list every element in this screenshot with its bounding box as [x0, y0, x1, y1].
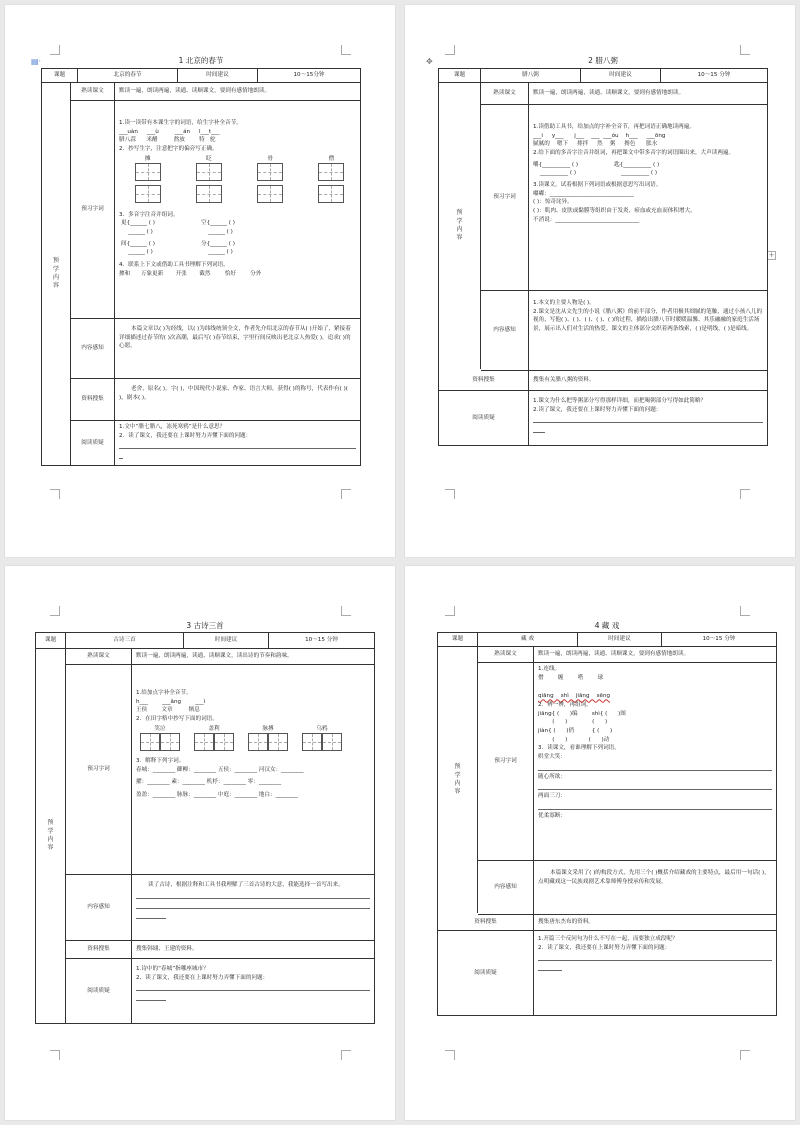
- read-label: 熟读课文: [481, 83, 529, 104]
- add-row-icon[interactable]: +: [768, 251, 775, 259]
- document-icon[interactable]: ▤·: [31, 57, 42, 66]
- read-row: [481, 83, 767, 105]
- words-q3-a: 春城：________ 御柳：________ 五侯：________ 河汉女：________: [136, 766, 304, 773]
- page-title: 1 北京的春节: [178, 56, 224, 65]
- corner-mark: [445, 45, 455, 55]
- corner-mark: [740, 45, 750, 55]
- words-q3: 3．解释下列字词。: [136, 757, 185, 764]
- words-q2: 2．辨一辨，再组词。: [538, 701, 592, 708]
- writing-grid[interactable]: [196, 185, 222, 203]
- writing-grid[interactable]: [196, 163, 222, 181]
- question-1: 1.开篇三个反问句为什么不写在一起，而要独立成段呢？: [538, 936, 678, 942]
- writing-grid-row: [140, 725, 370, 755]
- section-label-cell: [42, 83, 71, 465]
- answer-line[interactable]: [533, 425, 545, 433]
- question-row: [66, 959, 374, 1023]
- polyphone-item: 空{______ ( ) ______ ( ): [201, 220, 235, 235]
- question-2: 2.读了课文，我还要在上课时努力弄懂下面的问题：: [533, 406, 662, 413]
- words-q3: 3.读课文，试着根据下列词语或根据意思写出词语。: [533, 181, 662, 188]
- lesson-table: [41, 68, 361, 466]
- words-q3-b: 擢：________ 素：________ 机杼：________ 零：________: [136, 779, 282, 786]
- section-label: 预学内容: [454, 763, 461, 796]
- writing-grid-row: [123, 155, 356, 207]
- words-q3-c: ( )：肌肉、皮肤或黏膜等组织由于发炎、瘀血或充血而体积增大。: [533, 207, 696, 214]
- polyphone-grid: [121, 219, 281, 257]
- content-row: [481, 291, 767, 371]
- question-2: 2．读了课文，我还要在上课时努力弄懂下面的问题：: [119, 432, 252, 439]
- section-label-cell: [439, 83, 481, 369]
- time-label: 时间建议: [578, 633, 662, 646]
- words-q2-c: jiàn{ ( )俏 { ( ): [538, 727, 613, 734]
- answer-line[interactable]: [538, 953, 772, 961]
- writing-grid[interactable]: [194, 733, 214, 751]
- words-row: [478, 663, 776, 861]
- corner-mark: [50, 606, 60, 616]
- words-q3-a: 哄堂大笑：: [538, 753, 566, 760]
- words-q2-b: ( ) ( ): [538, 719, 608, 726]
- words-q1-pinyin: qiāng shì jiāng sēng: [538, 693, 611, 700]
- question-label: 阅读质疑: [439, 391, 529, 445]
- question-row: [438, 931, 776, 1015]
- lesson-name: 腊八粥: [481, 69, 581, 82]
- writing-grid[interactable]: [268, 733, 288, 751]
- words-q2: 2．抄写生字，注意把字的偏旁写正确。: [119, 145, 218, 152]
- read-text: 默读一遍，朗读两遍，读通、读顺课文，要到有感情地朗读。: [533, 90, 685, 97]
- lesson-table: [437, 632, 777, 1016]
- lesson-name: 古诗三首: [66, 633, 184, 648]
- header-row: [438, 633, 776, 647]
- answer-line[interactable]: [538, 802, 772, 810]
- corner-mark: [50, 489, 60, 499]
- section-label-cell: [36, 649, 66, 1023]
- lesson-label: 课题: [42, 69, 78, 82]
- question-content: [529, 391, 767, 445]
- writing-grid[interactable]: [318, 163, 344, 181]
- content-text: 读了古诗，根据注释和工具书我理解了三首古诗的大意，我能选择一首写出来。: [148, 882, 344, 888]
- content-label: 内容感知: [481, 291, 529, 370]
- writing-grid[interactable]: [135, 185, 161, 203]
- writing-grid-item: 骨: [246, 155, 295, 207]
- header-row: [36, 633, 374, 649]
- corner-mark: [341, 606, 351, 616]
- answer-line[interactable]: [538, 782, 772, 790]
- material-label: 资料搜集: [71, 379, 115, 420]
- words-q3-c: 盈盈：________ 脉脉：________ 中庭：________ 地白：________: [136, 791, 298, 798]
- time-value: 10～15分钟: [293, 72, 325, 79]
- page-title: 3 古诗三首: [186, 621, 224, 630]
- writing-grid[interactable]: [160, 733, 180, 751]
- words-content: [132, 665, 374, 874]
- writing-grid-item: 笑泣: [140, 725, 180, 755]
- words-row: [481, 105, 767, 291]
- time-label: 时间建议: [178, 69, 258, 82]
- content-row: [71, 319, 360, 379]
- writing-grid[interactable]: [140, 733, 160, 751]
- material-row: [438, 915, 776, 931]
- move-handle-icon[interactable]: ✥: [426, 57, 433, 66]
- writing-grid-item: 眨: [184, 155, 233, 207]
- header-row: [439, 69, 767, 83]
- question-content: [534, 931, 776, 1015]
- words-q1-words: 腊八蒜 米醋 熬放 特 驼: [119, 137, 216, 144]
- read-row: [71, 83, 360, 101]
- lesson-label: 课题: [36, 633, 66, 648]
- lesson-table: [35, 632, 375, 1024]
- corner-mark: [341, 489, 351, 499]
- corner-mark: [445, 1050, 455, 1060]
- lesson-name: 藏 戏: [478, 633, 578, 646]
- page-2: [405, 5, 795, 557]
- content-label: 内容感知: [71, 319, 115, 378]
- writing-grid[interactable]: [318, 185, 344, 203]
- words-q2-a: jiāng{ ( )编 shì{ ( )图: [538, 710, 626, 717]
- polyphone-item: 匙{__________ ( ) __________ ( ): [614, 161, 660, 177]
- material-text: 搜集唐东杰布的资料。: [538, 919, 594, 926]
- corner-mark: [445, 606, 455, 616]
- writing-grid-item: 脉搏: [248, 725, 288, 755]
- writing-grid[interactable]: [257, 185, 283, 203]
- corner-mark: [50, 1050, 60, 1060]
- words-q1-words: 腻腻的 嗯下 排拌 然 粥 搀色 胀水: [533, 141, 658, 148]
- words-row: [71, 101, 360, 319]
- answer-line[interactable]: [538, 963, 562, 971]
- words-content: [534, 663, 776, 860]
- words-q1-words: 王侯 文章 牺息: [136, 707, 200, 714]
- question-2: 2．读了课文，我还要在上课时努力弄懂下面的问题：: [538, 944, 671, 951]
- lesson-label: 课题: [439, 69, 481, 82]
- writing-grid[interactable]: [214, 733, 234, 751]
- corner-mark: [740, 489, 750, 499]
- polyphone-item: 间{______ ( ) ______ ( ): [121, 240, 155, 256]
- words-q2-d: ( ) ( )动: [538, 736, 610, 743]
- answer-line[interactable]: [136, 911, 166, 919]
- content-text: 本篇文章以( )为经线，以( )为纬线统领全文，作者先介绍北京的春节从( )开始了，紧接着详细描述过春节的( )次高潮，最后写( )春节结束，字里行间反映出老北京人热爱( )，追求( )的心愿。: [119, 326, 351, 350]
- content-row: [478, 861, 776, 915]
- read-row: [478, 647, 776, 663]
- writing-grid[interactable]: [302, 733, 322, 751]
- content-area: [132, 875, 374, 940]
- words-label: 预习字词: [71, 101, 115, 318]
- answer-line[interactable]: [119, 451, 123, 459]
- read-text: 默读一遍，朗读两遍，读通、读顺课文，读出诗的节奏和韵味。: [136, 653, 293, 660]
- read-text: 默读一遍，朗读两遍，读通、读顺课文，要到有感情地朗读。: [538, 651, 690, 658]
- words-q2: 2．在田字格中抄写下面的词语。: [136, 715, 218, 722]
- corner-mark: [341, 1050, 351, 1060]
- material-row: [439, 371, 767, 391]
- words-row: [66, 665, 374, 875]
- words-q1-pinyin: h___ ___ǎng ___ì: [136, 698, 206, 705]
- page-4: [405, 566, 795, 1120]
- read-label: 熟读课文: [66, 649, 132, 664]
- answer-line[interactable]: [136, 983, 370, 991]
- answer-line[interactable]: [136, 891, 370, 899]
- writing-grid[interactable]: [248, 733, 268, 751]
- answer-line[interactable]: [119, 441, 356, 449]
- writing-grid[interactable]: [135, 163, 161, 181]
- words-label: 预习字词: [478, 663, 534, 860]
- words-content: [529, 105, 767, 290]
- material-text: 搜集韩翃、王建的资料。: [136, 946, 198, 953]
- words-q1-pinyin: ___i y___ j___ ___ ___óu h___ ___ōng: [533, 132, 666, 139]
- lesson-name: 北京的春节: [78, 69, 178, 82]
- section-label: 预学内容: [47, 819, 54, 852]
- words-q4-words: 掺和 万象更新 开张 截然 恰好 分外: [119, 270, 262, 277]
- section-label-cell: [438, 647, 478, 913]
- words-label: 预习字词: [66, 665, 132, 874]
- question-row: [71, 421, 360, 465]
- question-label: 阅读质疑: [71, 421, 115, 465]
- read-text: 默读一遍，朗读两遍，读通、读顺课文，要到有感情地朗读。: [119, 88, 271, 95]
- writing-grid[interactable]: [322, 733, 342, 751]
- content-text: 1.本文的主要人物是( )。 2.课文是沈从文先生的小说《腊八粥》的前半部分，作者用极其细腻的笔触，通过小孩八儿的视角，写他( )、( )、( )、( )、( )的过程，描绘出腊八节时暖暖温馨、其乐融融的家庭生活场景，展示出人们对生活的热爱。课文的主体部分交织着两条线索，( )是明线，( )是暗线。: [533, 300, 763, 332]
- material-label: 资料搜集: [439, 371, 529, 390]
- question-label: 阅读质疑: [66, 959, 132, 1023]
- material-row: [71, 379, 360, 421]
- content-label: 内容感知: [478, 861, 534, 914]
- words-q3-d: 不消说：______________________________: [533, 216, 640, 223]
- question-1: 1.文中“腊七腊八，冻死寒鸦”是什么意思？: [119, 424, 226, 430]
- answer-line[interactable]: [136, 901, 370, 909]
- material-label: 资料搜集: [66, 941, 132, 958]
- writing-grid-item: 乌鸦: [302, 725, 342, 755]
- question-row: [439, 391, 767, 445]
- polyphone-row: [533, 161, 763, 178]
- page-1: [5, 5, 395, 557]
- corner-mark: [50, 45, 60, 55]
- words-q4: 4．联系上下文或借助工具书理解下列词语。: [119, 261, 229, 268]
- lesson-table: [438, 68, 768, 446]
- time-value: 10～15 分钟: [305, 637, 338, 644]
- words-q1-pinyin: ___uàn ___ù ___án l___t___: [119, 128, 220, 135]
- polyphone-item: 更{______ ( ) ______ ( ): [121, 220, 155, 235]
- answer-line[interactable]: [533, 415, 763, 423]
- polyphone-item: 嚼{__________ ( ) __________ ( ): [533, 161, 579, 177]
- content-label: 内容感知: [66, 875, 132, 940]
- time-label: 时间建议: [581, 69, 661, 82]
- question-label: 阅读质疑: [438, 931, 534, 1015]
- time-value: 10～15 分钟: [702, 636, 736, 643]
- question-1: 1.诗中的“春城”指哪座城市？: [136, 966, 209, 972]
- question-content: [115, 421, 360, 465]
- writing-grid-item: 僧: [307, 155, 356, 207]
- words-q3-b: ( )：惊奇诧异。: [533, 199, 573, 206]
- words-q1-words: 僧 缠 嗒 球: [538, 674, 604, 681]
- writing-grid[interactable]: [257, 163, 283, 181]
- answer-line[interactable]: [538, 763, 772, 771]
- words-q1: 1.读一读带有本课生字的词语，给生字补全音节。: [119, 120, 242, 126]
- page-title: 2 腊八粥: [588, 56, 618, 65]
- read-label: 熟读课文: [71, 83, 115, 100]
- time-label: 时间建议: [184, 633, 269, 648]
- corner-mark: [341, 45, 351, 55]
- content-text: 本篇课文采用了( )的构段方式，先用三个( )概括介绍藏戏的主要特点，最后用一句话( )，点明藏戏这一民族戏剧艺术靠师傅身授承传和发展。: [538, 870, 770, 885]
- words-q3-c: 两面三刀：: [538, 793, 566, 800]
- page-3: [5, 566, 395, 1120]
- lesson-label: 课题: [438, 633, 478, 646]
- words-q3: 3．多音字注音并组词。: [119, 211, 179, 218]
- words-q3: 3．读课文，看谁理解下列词语。: [538, 745, 620, 752]
- words-label: 预习字词: [481, 105, 529, 290]
- words-q3-b: 随心所欲：: [538, 773, 566, 780]
- material-label: 资料搜集: [438, 915, 534, 930]
- question-content: [132, 959, 374, 1023]
- words-q3-a: 嘟嘟：______________________________: [533, 190, 634, 197]
- words-content: [115, 101, 360, 318]
- header-row: [42, 69, 360, 83]
- material-text: 搜集有关腊八粥的资料。: [533, 377, 595, 384]
- polyphone-item: 分{______ ( ) ______ ( ): [201, 240, 235, 256]
- words-q3-d: 优柔寡断：: [538, 812, 566, 819]
- question-2: 2、读了课文，我还要在上课时努力弄懂下面的问题：: [136, 974, 269, 981]
- read-label: 熟读课文: [478, 647, 534, 662]
- writing-grid-item: 盖利: [194, 725, 234, 755]
- material-text: 老舍，原名( )，字( )，中国现代小说家、作家、语言大师，获得( )的称号，代表作有( )( )，剧本( )。: [119, 386, 348, 401]
- words-q1: 1.给加点字补全音节。: [136, 690, 192, 696]
- section-label: 预学内容: [456, 209, 463, 242]
- content-row: [66, 875, 374, 941]
- words-q1: 1.读借助工具书，给加点的字补全音节，再把词语正确地读两遍。: [533, 124, 695, 130]
- page-title: 4 藏 戏: [594, 621, 620, 630]
- section-label: 预学内容: [52, 257, 59, 290]
- answer-line[interactable]: [136, 993, 166, 1001]
- time-value: 10～15 分钟: [697, 72, 731, 79]
- words-q1: 1.连线。: [538, 666, 561, 672]
- writing-grid-item: 摊: [123, 155, 172, 207]
- question-1: 1.课文为什么把等粥部分写得那样详细，而把喝粥部分写得如此简略？: [533, 398, 707, 404]
- words-q2: 2.给下面的多音字注音并组词，再把课文中带多音字的词语圈出来，大声读两遍。: [533, 149, 735, 156]
- corner-mark: [445, 489, 455, 499]
- corner-mark: [740, 606, 750, 616]
- read-row: [66, 649, 374, 665]
- corner-mark: [740, 1050, 750, 1060]
- material-row: [66, 941, 374, 959]
